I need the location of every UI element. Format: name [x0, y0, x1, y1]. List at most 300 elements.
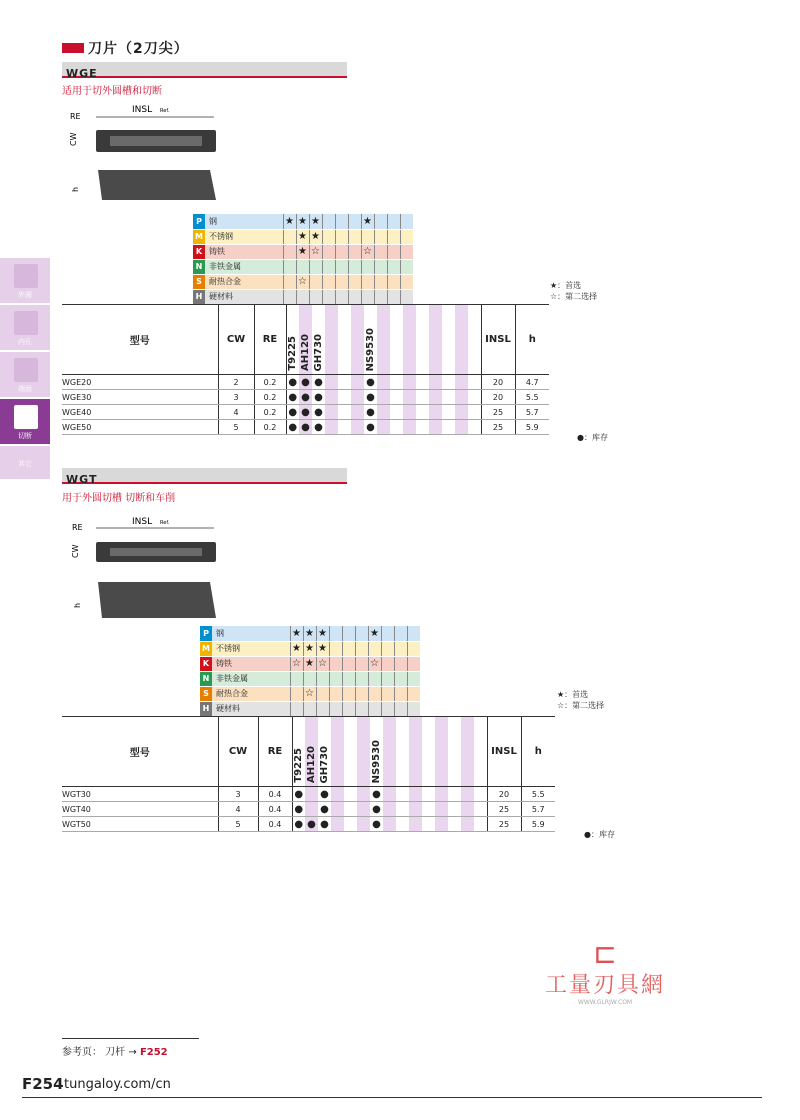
- svg-text:CW: CW: [69, 132, 78, 146]
- material-rating: [361, 289, 374, 304]
- material-rating: [394, 686, 407, 701]
- material-rating: [381, 656, 394, 671]
- material-rating: [387, 289, 400, 304]
- cell-stock: [409, 817, 422, 832]
- cell-stock: [429, 390, 442, 405]
- material-rating: [290, 671, 303, 686]
- material-rating: ☆: [290, 656, 303, 671]
- header-grade: [474, 717, 487, 787]
- cell-stock: [435, 817, 448, 832]
- cell-stock: ●: [305, 817, 318, 832]
- legend-second: ☆：第二选择: [557, 701, 605, 710]
- cell-stock: [416, 375, 429, 390]
- cell-stock: [383, 817, 396, 832]
- header-model: 型号: [62, 717, 218, 787]
- cell-h: 5.7: [515, 405, 549, 420]
- cell-re: 0.2: [254, 390, 286, 405]
- cell-model: WGE50: [62, 420, 218, 435]
- cell-stock: [377, 420, 390, 435]
- material-rating: [322, 259, 335, 274]
- cell-stock: [461, 817, 474, 832]
- cell-stock: [435, 787, 448, 802]
- material-rating: ★: [296, 214, 309, 229]
- cell-insl: 25: [481, 405, 515, 420]
- material-rating: [400, 289, 413, 304]
- cell-stock: [455, 420, 468, 435]
- cell-stock: [344, 802, 357, 817]
- material-row: [193, 214, 413, 229]
- cell-stock: [396, 817, 409, 832]
- material-rating: [394, 701, 407, 716]
- material-rating: [407, 671, 420, 686]
- tab-thumbnail: [14, 264, 38, 288]
- material-rating: ★: [361, 214, 374, 229]
- header-re: RE: [258, 717, 292, 787]
- cell-stock: ●: [312, 375, 325, 390]
- cell-stock: ●: [364, 405, 377, 420]
- material-rating: [290, 686, 303, 701]
- header-grade: [403, 305, 416, 375]
- cell-stock: [422, 817, 435, 832]
- cell-stock: ●: [286, 390, 299, 405]
- material-rating: [394, 671, 407, 686]
- material-table-wge: [193, 214, 413, 305]
- material-rating: ★: [296, 229, 309, 244]
- cell-re: 0.2: [254, 420, 286, 435]
- header-grade: [448, 717, 461, 787]
- cell-stock: [396, 802, 409, 817]
- header-grade: [416, 305, 429, 375]
- material-rating: ★: [303, 656, 316, 671]
- section-subtitle: 用于外圆切槽 切断和车削: [62, 493, 176, 504]
- material-rating: [400, 259, 413, 274]
- svg-text:RE: RE: [70, 112, 81, 121]
- header-grade: [409, 717, 422, 787]
- material-row: [200, 641, 420, 656]
- cell-stock: [331, 817, 344, 832]
- material-rating: [335, 289, 348, 304]
- material-name: 铸铁: [205, 244, 283, 259]
- cell-stock: [416, 405, 429, 420]
- header-insl: INSL: [481, 305, 515, 375]
- header-grade: [312, 305, 325, 375]
- cell-stock: ●: [318, 787, 331, 802]
- cell-stock: [351, 390, 364, 405]
- side-tab-inner[interactable]: [0, 305, 50, 351]
- cell-stock: [331, 802, 344, 817]
- cell-stock: [448, 787, 461, 802]
- material-rating: [335, 244, 348, 259]
- legend-first: ★：首选: [550, 281, 582, 290]
- material-rating: [290, 701, 303, 716]
- grade-label: T9225: [293, 748, 305, 783]
- svg-text:INSL: INSL: [132, 517, 153, 527]
- cell-stock: [331, 787, 344, 802]
- material-rating: [381, 641, 394, 656]
- material-rating: [342, 671, 355, 686]
- material-rating: [329, 671, 342, 686]
- cell-stock: [455, 390, 468, 405]
- material-letter: P: [193, 214, 205, 229]
- material-rating: [329, 656, 342, 671]
- cell-stock: [409, 787, 422, 802]
- material-rating: [316, 671, 329, 686]
- cell-h: 5.5: [515, 390, 549, 405]
- cell-stock: [338, 375, 351, 390]
- watermark-logo-icon: ⊏: [593, 937, 617, 970]
- cell-stock: [474, 802, 487, 817]
- cell-stock: [357, 817, 370, 832]
- material-rating: [342, 656, 355, 671]
- material-rating: [355, 641, 368, 656]
- cell-stock: [390, 420, 403, 435]
- material-rating: [387, 214, 400, 229]
- material-rating: [316, 701, 329, 716]
- stock-note: ●：库存: [584, 830, 615, 839]
- material-rating: [283, 289, 296, 304]
- table-row: [62, 375, 549, 390]
- material-rating: [387, 244, 400, 259]
- material-rating: [374, 244, 387, 259]
- material-rating: [400, 214, 413, 229]
- material-rating: ☆: [368, 656, 381, 671]
- material-rating: [296, 289, 309, 304]
- page-number: F254: [22, 1075, 64, 1093]
- material-rating: [407, 686, 420, 701]
- cell-stock: [325, 375, 338, 390]
- material-name: 硬材料: [205, 289, 283, 304]
- material-rating: ★: [303, 626, 316, 641]
- material-rating: [387, 259, 400, 274]
- cell-stock: ●: [299, 420, 312, 435]
- cell-cw: 2: [218, 375, 254, 390]
- side-tab-label: 切断: [18, 432, 32, 440]
- grade-label: NS9530: [371, 739, 382, 783]
- cell-stock: [422, 802, 435, 817]
- cell-stock: [448, 817, 461, 832]
- header-grade: [435, 717, 448, 787]
- cell-stock: [468, 375, 481, 390]
- cell-stock: ●: [299, 375, 312, 390]
- material-rating: [335, 229, 348, 244]
- cell-stock: [396, 787, 409, 802]
- material-name: 非铁金属: [205, 259, 283, 274]
- material-rating: [361, 229, 374, 244]
- cell-stock: [383, 787, 396, 802]
- product-table-wge: [62, 304, 549, 435]
- cell-stock: [344, 787, 357, 802]
- material-rating: [342, 701, 355, 716]
- material-rating: [355, 686, 368, 701]
- material-rating: ☆: [309, 244, 322, 259]
- cell-re: 0.4: [258, 787, 292, 802]
- legend-second: ☆：第二选择: [550, 292, 598, 301]
- header-grade: [338, 305, 351, 375]
- header-grade: [468, 305, 481, 375]
- cell-insl: 25: [487, 817, 521, 832]
- cell-stock: [468, 390, 481, 405]
- cell-stock: [461, 802, 474, 817]
- cell-stock: [416, 390, 429, 405]
- table-row: [62, 802, 555, 817]
- cell-model: WGT40: [62, 802, 218, 817]
- cell-stock: [325, 420, 338, 435]
- material-rating: [355, 701, 368, 716]
- header-grade: [429, 305, 442, 375]
- cell-cw: 5: [218, 420, 254, 435]
- cell-stock: [409, 802, 422, 817]
- material-rating: ★: [283, 214, 296, 229]
- svg-text:Ref.: Ref.: [160, 520, 170, 526]
- table-row: [62, 817, 555, 832]
- cell-insl: 25: [481, 420, 515, 435]
- cell-h: 5.7: [521, 802, 555, 817]
- material-rating: [348, 229, 361, 244]
- material-rating: ★: [303, 641, 316, 656]
- cell-stock: ●: [299, 405, 312, 420]
- cell-stock: [338, 390, 351, 405]
- cell-stock: [455, 405, 468, 420]
- material-rating: [296, 259, 309, 274]
- material-rating: [368, 641, 381, 656]
- side-tab-face[interactable]: [0, 352, 50, 398]
- section-header-wge: [62, 62, 347, 78]
- watermark: [535, 937, 675, 1006]
- material-rating: [387, 229, 400, 244]
- cell-stock: [429, 420, 442, 435]
- material-rating: ★: [368, 626, 381, 641]
- header-grade: [370, 717, 383, 787]
- cell-stock: [416, 420, 429, 435]
- material-rating: [394, 626, 407, 641]
- material-rating: ☆: [361, 244, 374, 259]
- cell-stock: ●: [318, 817, 331, 832]
- cell-stock: ●: [364, 375, 377, 390]
- cell-stock: [325, 390, 338, 405]
- material-rating: [355, 671, 368, 686]
- cell-stock: ●: [286, 420, 299, 435]
- material-rating: [381, 686, 394, 701]
- material-rating: [342, 641, 355, 656]
- material-rating: [381, 626, 394, 641]
- product-table-wgt: [62, 716, 555, 832]
- table-row: [62, 405, 549, 420]
- cell-re: 0.2: [254, 375, 286, 390]
- ref-page-link[interactable]: F252: [139, 1047, 168, 1058]
- cell-stock: [429, 375, 442, 390]
- header-grade: [455, 305, 468, 375]
- material-rating: [368, 701, 381, 716]
- cell-insl: 20: [481, 390, 515, 405]
- cell-stock: [325, 405, 338, 420]
- cell-stock: [357, 802, 370, 817]
- grade-label: T9225: [287, 336, 299, 371]
- material-rating: [329, 686, 342, 701]
- side-tab-outer[interactable]: [0, 258, 50, 304]
- material-rating: [387, 274, 400, 289]
- material-letter: K: [193, 244, 205, 259]
- material-rating: [400, 244, 413, 259]
- material-rating: [283, 244, 296, 259]
- material-rating: ★: [296, 244, 309, 259]
- material-name: 非铁金属: [212, 671, 290, 686]
- header-grade: [442, 305, 455, 375]
- cell-stock: [474, 787, 487, 802]
- cell-h: 5.9: [521, 817, 555, 832]
- grade-label: GH730: [319, 745, 330, 783]
- header-grade: [325, 305, 338, 375]
- cell-stock: [461, 787, 474, 802]
- header-grade: [331, 717, 344, 787]
- material-name: 不锈钢: [212, 641, 290, 656]
- material-rating: [309, 289, 322, 304]
- reference-note: [62, 1038, 199, 1058]
- cell-stock: ●: [370, 787, 383, 802]
- material-rating: [342, 686, 355, 701]
- svg-text:Ref.: Ref.: [160, 108, 170, 114]
- cell-model: WGE30: [62, 390, 218, 405]
- cell-cw: 3: [218, 787, 258, 802]
- material-name: 钢: [205, 214, 283, 229]
- cell-stock: [377, 405, 390, 420]
- tab-thumbnail: [14, 405, 38, 429]
- cell-stock: [403, 420, 416, 435]
- footer-divider: [22, 1097, 762, 1098]
- header-grade: [351, 305, 364, 375]
- cell-stock: ●: [299, 390, 312, 405]
- material-rating: [374, 289, 387, 304]
- header-grade: [390, 305, 403, 375]
- cell-stock: [377, 375, 390, 390]
- material-rating: [303, 671, 316, 686]
- side-tab-other[interactable]: [0, 446, 50, 480]
- insert-diagram-wge: [62, 100, 232, 210]
- header-grade: [396, 717, 409, 787]
- material-row: [200, 686, 420, 701]
- side-tab-label: 外圆: [18, 291, 32, 299]
- svg-text:h: h: [71, 186, 80, 192]
- grade-label: NS9530: [365, 327, 376, 371]
- material-name: 不锈钢: [205, 229, 283, 244]
- legend-first: ★：首选: [557, 690, 589, 699]
- cell-stock: [390, 375, 403, 390]
- material-row: [193, 289, 413, 304]
- material-rating: [329, 626, 342, 641]
- material-rating: [394, 656, 407, 671]
- cell-model: WGE20: [62, 375, 218, 390]
- material-rating: ★: [316, 626, 329, 641]
- header-grade: [364, 305, 377, 375]
- material-name: 耐热合金: [205, 274, 283, 289]
- section-name: WGT: [66, 473, 98, 486]
- material-rating: [355, 626, 368, 641]
- material-rating: [322, 274, 335, 289]
- material-rating: [316, 686, 329, 701]
- cell-h: 5.9: [515, 420, 549, 435]
- cell-stock: [442, 375, 455, 390]
- cell-stock: [390, 390, 403, 405]
- cell-stock: [403, 375, 416, 390]
- site-url[interactable]: tungaloy.com/cn: [64, 1077, 171, 1092]
- material-name: 钢: [212, 626, 290, 641]
- material-rating: ★: [316, 641, 329, 656]
- watermark-url: WWW.GLRJW.COM: [577, 999, 633, 1006]
- material-rating: ☆: [296, 274, 309, 289]
- table-row: [62, 420, 549, 435]
- header-grade: [383, 717, 396, 787]
- material-rating: [374, 259, 387, 274]
- material-rating: [407, 656, 420, 671]
- material-rating: [322, 229, 335, 244]
- material-rating: ★: [290, 641, 303, 656]
- cell-stock: [442, 390, 455, 405]
- ref-label: 参考页： 刀杆 →: [62, 1047, 137, 1058]
- header-insl: INSL: [487, 717, 521, 787]
- table-row: [62, 390, 549, 405]
- tab-thumbnail: [14, 358, 38, 382]
- material-rating: [348, 289, 361, 304]
- side-tab-label: 端面: [18, 385, 32, 393]
- material-letter: S: [200, 686, 212, 701]
- material-letter: H: [200, 701, 212, 716]
- cell-re: 0.4: [258, 817, 292, 832]
- section-name: WGE: [66, 67, 98, 80]
- material-rating: [329, 701, 342, 716]
- material-rating: [374, 274, 387, 289]
- section-subtitle: 适用于切外圆槽和切断: [62, 86, 162, 97]
- header-grade: [318, 717, 331, 787]
- title-text: 刀片（2刀尖）: [88, 41, 189, 57]
- title-swatch: [62, 43, 84, 53]
- cell-model: WGT50: [62, 817, 218, 832]
- material-row: [200, 701, 420, 716]
- header-grade: [461, 717, 474, 787]
- cell-stock: [338, 420, 351, 435]
- cell-stock: ●: [292, 817, 305, 832]
- material-rating: [381, 701, 394, 716]
- cell-cw: 5: [218, 817, 258, 832]
- cell-model: WGT30: [62, 787, 218, 802]
- material-rating: [361, 259, 374, 274]
- material-rating: [348, 244, 361, 259]
- material-rating: [368, 686, 381, 701]
- cell-h: 4.7: [515, 375, 549, 390]
- stock-note: ●：库存: [577, 433, 608, 442]
- watermark-text: 工量刃具網: [544, 973, 665, 998]
- material-rating: [400, 229, 413, 244]
- material-name: 铸铁: [212, 656, 290, 671]
- svg-text:CW: CW: [71, 544, 80, 558]
- material-rating: [303, 701, 316, 716]
- table-row: [62, 787, 555, 802]
- side-tab-parting[interactable]: [0, 399, 50, 445]
- material-rating: ★: [290, 626, 303, 641]
- cell-stock: [474, 817, 487, 832]
- cell-stock: ●: [312, 420, 325, 435]
- material-rating: [283, 259, 296, 274]
- cell-insl: 20: [481, 375, 515, 390]
- material-rating: [381, 671, 394, 686]
- grade-label: AH120: [300, 334, 311, 371]
- cell-stock: [338, 405, 351, 420]
- grade-label: AH120: [306, 746, 317, 783]
- cell-stock: [442, 405, 455, 420]
- cell-stock: [448, 802, 461, 817]
- material-letter: K: [200, 656, 212, 671]
- header-grade: [357, 717, 370, 787]
- cell-stock: [390, 405, 403, 420]
- material-rating: [394, 641, 407, 656]
